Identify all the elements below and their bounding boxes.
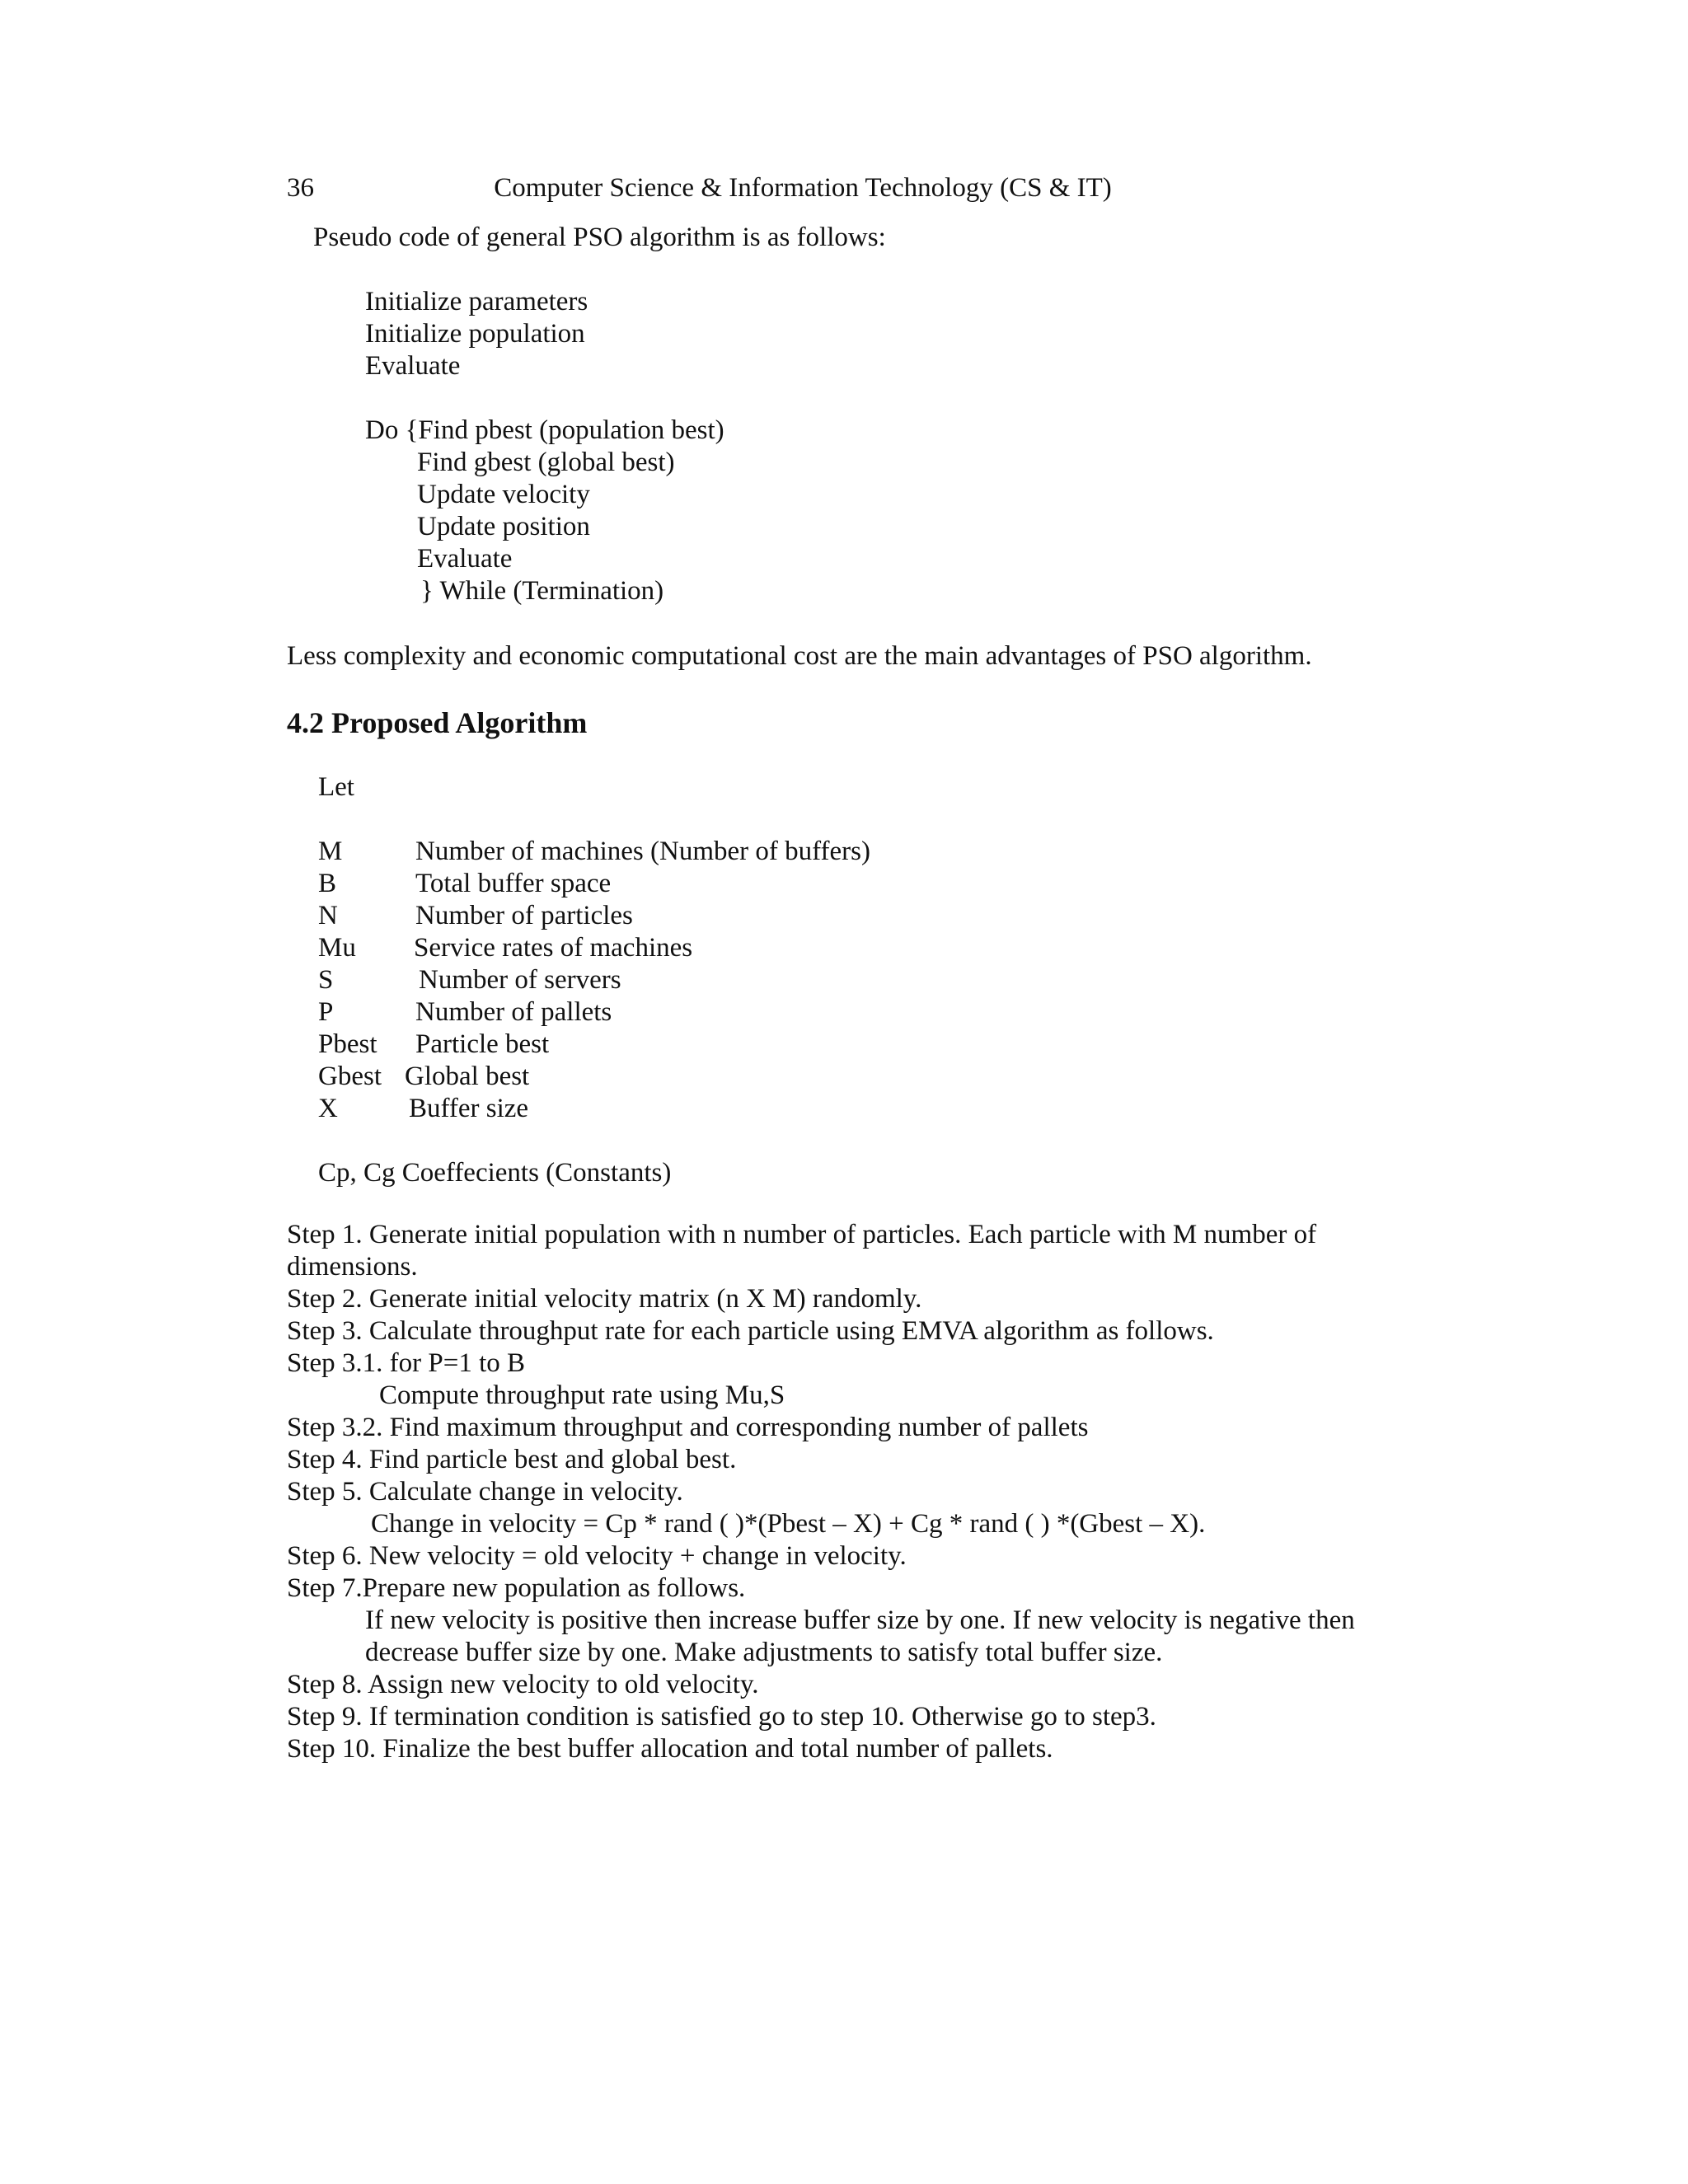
pseudocode-line: Find gbest (global best) [417,448,675,477]
constants-definition: Cp, Cg Coeffecients (Constants) [318,1158,672,1188]
step-line: Step 4. Find particle best and global best. [287,1445,737,1474]
step-line: Step 2. Generate initial velocity matrix (n X M) randomly. [287,1284,922,1314]
definition-meaning: Number of machines (Number of buffers) [415,837,870,866]
definition-symbol: S [318,965,334,995]
step-line: Step 7.Prepare new population as follows. [287,1573,746,1603]
pseudocode-line: Initialize population [365,319,585,349]
step-line: Step 3. Calculate throughput rate for each particle using EMVA algorithm as follows. [287,1316,1214,1346]
definition-symbol: N [318,901,338,930]
step-line: If new velocity is positive then increase buffer size by one. If new velocity is negative then [365,1605,1355,1635]
advantages-paragraph: Less complexity and economic computational cost are the main advantages of PSO algorithm. [287,641,1312,671]
pseudocode-line: Evaluate [365,351,461,381]
step-line: dimensions. [287,1252,418,1282]
pseudocode-line: } While (Termination) [420,576,664,606]
definition-symbol: Pbest [318,1029,377,1059]
definition-meaning: Particle best [415,1029,550,1059]
step-line: Step 3.1. for P=1 to B [287,1348,526,1378]
pseudocode-line: Initialize parameters [365,287,588,316]
pseudocode-line: Do {Find pbest (population best) [365,415,724,445]
definition-meaning: Global best [405,1062,530,1091]
definition-symbol: Gbest [318,1062,382,1091]
pseudocode-line: Update velocity [417,480,590,509]
step-line: Step 8. Assign new velocity to old velocity. [287,1670,759,1699]
let-label: Let [318,772,354,802]
definition-meaning: Number of servers [419,965,621,995]
definition-symbol: X [318,1094,338,1123]
page-number: 36 [287,173,314,203]
pseudocode-line: Evaluate [417,544,513,574]
definition-symbol: Mu [318,933,356,963]
definition-symbol: M [318,837,343,866]
section-heading: 4.2 Proposed Algorithm [287,706,588,739]
definition-meaning: Buffer size [409,1094,529,1123]
running-header: Computer Science & Information Technology (CS & IT) [494,173,1112,203]
step-line: Step 1. Generate initial population with n number of particles. Each particle with M number of [287,1220,1317,1249]
step-line: Step 9. If termination condition is satisfied go to step 10. Otherwise go to step3. [287,1702,1156,1732]
definition-symbol: P [318,997,334,1027]
definition-meaning: Service rates of machines [414,933,693,963]
step-line: Change in velocity = Cp * rand ( )*(Pbest – X) + Cg * rand ( ) *(Gbest – X). [371,1509,1206,1539]
step-line: Compute throughput rate using Mu,S [379,1380,785,1410]
pseudocode-intro: Pseudo code of general PSO algorithm is as follows: [313,223,886,252]
step-line: Step 3.2. Find maximum throughput and corresponding number of pallets [287,1413,1089,1442]
step-line: Step 10. Finalize the best buffer allocation and total number of pallets. [287,1734,1053,1764]
definition-meaning: Number of particles [415,901,633,930]
step-line: Step 6. New velocity = old velocity + change in velocity. [287,1541,907,1571]
pseudocode-line: Update position [417,512,590,541]
step-line: decrease buffer size by one. Make adjustments to satisfy total buffer size. [365,1638,1163,1667]
definition-meaning: Total buffer space [415,869,612,898]
definition-meaning: Number of pallets [415,997,612,1027]
step-line: Step 5. Calculate change in velocity. [287,1477,683,1507]
definition-symbol: B [318,869,337,898]
